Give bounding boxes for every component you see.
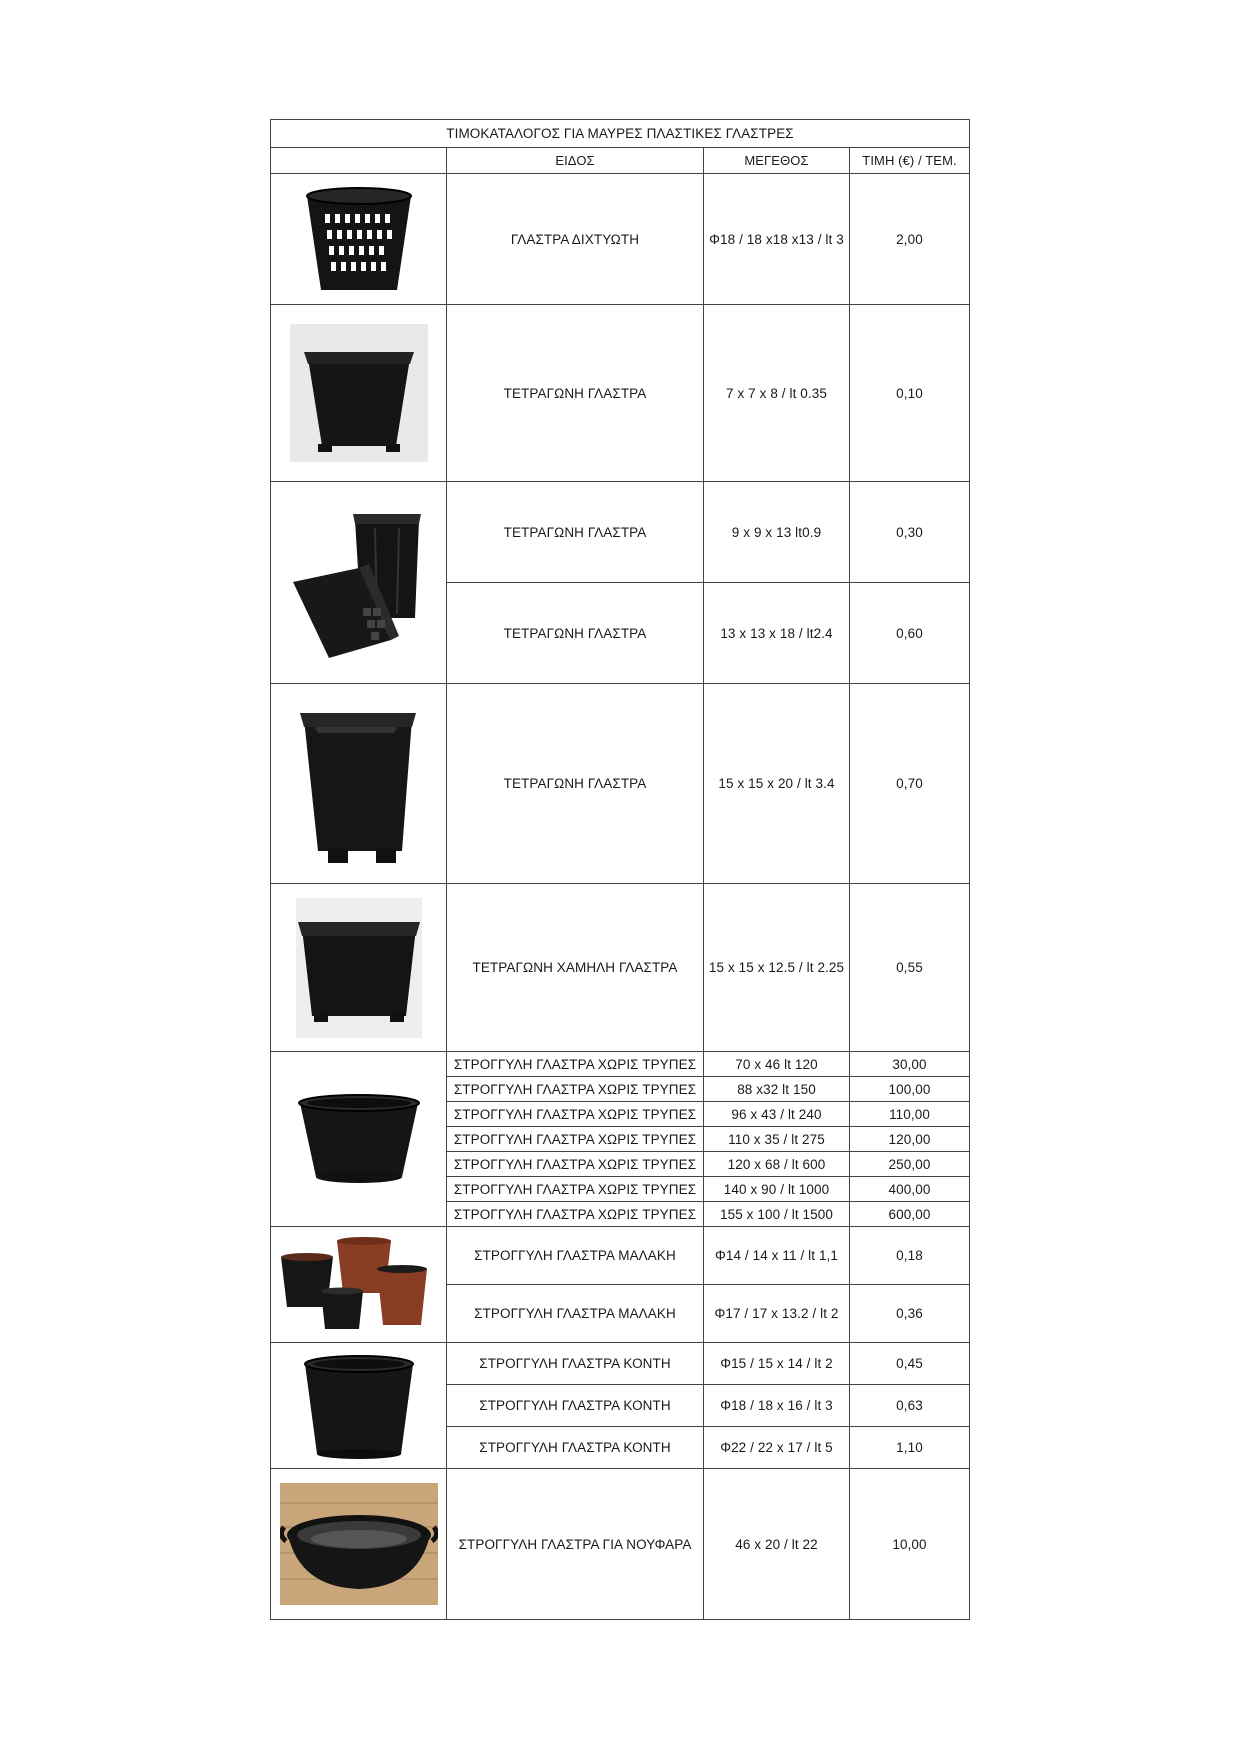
product-size: Φ14 / 14 x 11 / lt 1,1 [704,1227,850,1285]
product-type: ΣΤΡΟΓΓΥΛΗ ΓΛΑΣΤΡΑ ΧΩΡΙΣ ΤΡΥΠΕΣ [447,1152,704,1177]
header-row [271,148,970,174]
table-row [271,684,970,884]
table-row [271,305,970,482]
product-price: 400,00 [850,1177,970,1202]
price-list-title: ΤΙΜΟΚΑΤΑΛΟΓΟΣ ΓΙΑ ΜΑΥΡΕΣ ΠΛΑΣΤΙΚΕΣ ΓΛΑΣΤΡΕΣ [271,120,970,148]
product-size: 140 x 90 / lt 1000 [704,1177,850,1202]
product-price: 0,63 [850,1385,970,1427]
product-price: 110,00 [850,1102,970,1127]
product-size: Φ18 / 18 x 16 / lt 3 [704,1385,850,1427]
product-image-cell [271,884,447,1052]
product-size: Φ17 / 17 x 13.2 / lt 2 [704,1285,850,1343]
product-size: 46 x 20 / lt 22 [704,1469,850,1620]
product-image-cell [271,1343,447,1469]
product-type: ΣΤΡΟΓΓΥΛΗ ΓΛΑΣΤΡΑ ΧΩΡΙΣ ΤΡΥΠΕΣ [447,1177,704,1202]
product-image-cell [271,1052,447,1227]
product-size: 7 x 7 x 8 / lt 0.35 [704,305,850,482]
product-price: 2,00 [850,174,970,305]
product-size: 96 x 43 / lt 240 [704,1102,850,1127]
product-size: 120 x 68 / lt 600 [704,1152,850,1177]
soft-round-pots-icon [279,1235,439,1335]
product-type: ΣΤΡΟΓΓΥΛΗ ΓΛΑΣΤΡΑ ΜΑΛΑΚΗ [447,1227,704,1285]
product-type: ΤΕΤΡΑΓΩΝΗ ΓΛΑΣΤΡΑ [447,684,704,884]
square-pot-icon [294,699,424,869]
header-image [271,148,447,174]
table-row [271,884,970,1052]
product-price: 0,36 [850,1285,970,1343]
tall-square-pots-icon [289,498,429,668]
product-price: 1,10 [850,1427,970,1469]
product-type: ΤΕΤΡΑΓΩΝΗ ΧΑΜΗΛΗ ΓΛΑΣΤΡΑ [447,884,704,1052]
header-size: ΜΕΓΕΘΟΣ [704,148,850,174]
product-size: 155 x 100 / lt 1500 [704,1202,850,1227]
table-row [271,1343,970,1385]
product-type: ΤΕΤΡΑΓΩΝΗ ΓΛΑΣΤΡΑ [447,305,704,482]
price-list-table [270,119,970,1620]
product-type: ΣΤΡΟΓΓΥΛΗ ΓΛΑΣΤΡΑ ΚΟΝΤΗ [447,1427,704,1469]
header-type: ΕΙΔΟΣ [447,148,704,174]
product-size: Φ15 / 15 x 14 / lt 2 [704,1343,850,1385]
product-image-cell [271,1469,447,1620]
product-type: ΣΤΡΟΓΓΥΛΗ ΓΛΑΣΤΡΑ ΧΩΡΙΣ ΤΡΥΠΕΣ [447,1102,704,1127]
product-type: ΤΕΤΡΑΓΩΝΗ ΓΛΑΣΤΡΑ [447,583,704,684]
round-tub-icon [294,1089,424,1189]
mesh-pot-icon [299,180,419,298]
product-type: ΣΤΡΟΓΓΥΛΗ ΓΛΑΣΤΡΑ ΓΙΑ ΝΟΥΦΑΡΑ [447,1469,704,1620]
product-price: 0,18 [850,1227,970,1285]
product-type: ΤΕΤΡΑΓΩΝΗ ΓΛΑΣΤΡΑ [447,482,704,583]
product-type: ΣΤΡΟΓΓΥΛΗ ΓΛΑΣΤΡΑ ΚΟΝΤΗ [447,1385,704,1427]
product-price: 100,00 [850,1077,970,1102]
product-type: ΣΤΡΟΓΓΥΛΗ ΓΛΑΣΤΡΑ ΧΩΡΙΣ ΤΡΥΠΕΣ [447,1077,704,1102]
product-type: ΣΤΡΟΓΓΥΛΗ ΓΛΑΣΤΡΑ ΚΟΝΤΗ [447,1343,704,1385]
product-type: ΓΛΑΣΤΡΑ ΔΙΧΤΥΩΤΗ [447,174,704,305]
product-price: 0,70 [850,684,970,884]
product-size: 13 x 13 x 18 / lt2.4 [704,583,850,684]
product-type: ΣΤΡΟΓΓΥΛΗ ΓΛΑΣΤΡΑ ΧΩΡΙΣ ΤΡΥΠΕΣ [447,1052,704,1077]
product-image-cell [271,482,447,684]
product-size: 88 x32 lt 150 [704,1077,850,1102]
table-row [271,174,970,305]
table-row [271,1469,970,1620]
product-price: 600,00 [850,1202,970,1227]
product-price: 120,00 [850,1127,970,1152]
product-image-cell [271,1227,447,1343]
product-price: 0,30 [850,482,970,583]
product-price: 30,00 [850,1052,970,1077]
product-price: 0,10 [850,305,970,482]
product-size: Φ22 / 22 x 17 / lt 5 [704,1427,850,1469]
table-row [271,1052,970,1077]
product-type: ΣΤΡΟΓΓΥΛΗ ΓΛΑΣΤΡΑ ΧΩΡΙΣ ΤΡΥΠΕΣ [447,1202,704,1227]
short-round-pot-icon [299,1350,419,1462]
product-image-cell [271,174,447,305]
product-price: 10,00 [850,1469,970,1620]
square-pot-icon [290,324,428,462]
product-size: 9 x 9 x 13 lt0.9 [704,482,850,583]
product-type: ΣΤΡΟΓΓΥΛΗ ΓΛΑΣΤΡΑ ΧΩΡΙΣ ΤΡΥΠΕΣ [447,1127,704,1152]
header-price: ΤΙΜΗ (€) / ΤΕΜ. [850,148,970,174]
product-size: Φ18 / 18 x18 x13 / lt 3 [704,174,850,305]
product-type: ΣΤΡΟΓΓΥΛΗ ΓΛΑΣΤΡΑ ΜΑΛΑΚΗ [447,1285,704,1343]
product-size: 110 x 35 / lt 275 [704,1127,850,1152]
product-price: 0,60 [850,583,970,684]
water-lily-pot-icon [280,1483,438,1605]
product-size: 15 x 15 x 12.5 / lt 2.25 [704,884,850,1052]
product-price: 0,55 [850,884,970,1052]
product-price: 250,00 [850,1152,970,1177]
product-image-cell [271,305,447,482]
low-square-pot-icon [296,898,422,1038]
table-row [271,482,970,583]
table-row [271,1227,970,1285]
product-size: 70 x 46 lt 120 [704,1052,850,1077]
product-image-cell [271,684,447,884]
product-price: 0,45 [850,1343,970,1385]
product-size: 15 x 15 x 20 / lt 3.4 [704,684,850,884]
